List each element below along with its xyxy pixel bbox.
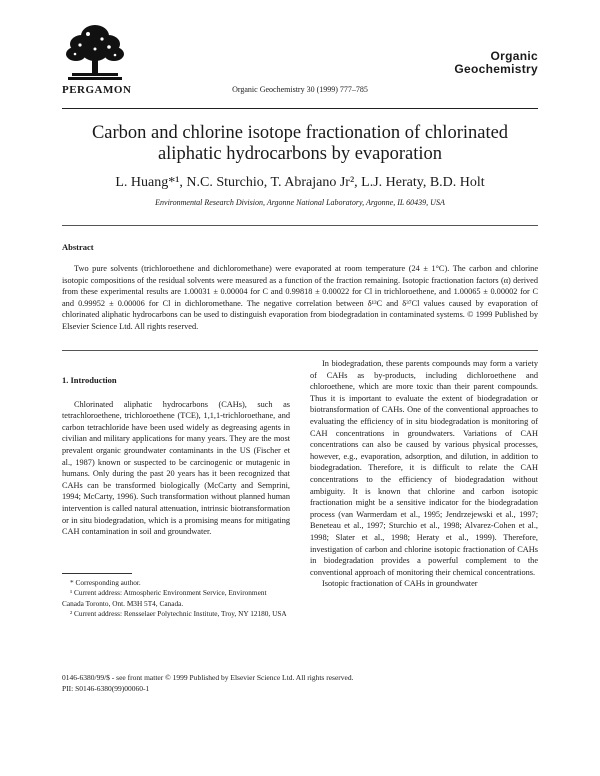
pergamon-tree-logo <box>62 20 128 82</box>
abstract-heading: Abstract <box>62 242 94 252</box>
footnote-2: ² Current address: Rensselaer Polytechnic Institute, Troy, NY 12180, USA <box>70 609 287 619</box>
abstract-text: Two pure solvents (trichloroethene and dichloromethane) were evaporated at room temperature (24 ± 1°C). The carbon and chlorine isotopic compositions of the residual solvents were measured as a function of the fraction remaining. Isotopic fractionation factors (α) derived from these experimental results are 1.00031 ± 0.00004 for C and 0.99818 ± 0.00022 for Cl in trichloroethene, and 1.00065 ± 0.00002 for C and 0.99952 ± 0.00006 for Cl in dichloromethane. The negative correlation between δ¹³C and δ³⁷Cl values caused by evaporation of chlorinated aliphatic hydrocarbons can be used to distinguish evaporation from biodegradation in contaminated systems. © 1999 Published by Elsevier Science Ltd. All rights reserved. <box>62 264 538 331</box>
footnote-corresponding: * Corresponding author. <box>70 578 141 587</box>
left-column <box>62 375 290 538</box>
section-heading: 1. Introduction <box>62 375 117 385</box>
abstract-bottom-rule <box>62 350 538 351</box>
header-rule <box>62 108 538 109</box>
journal-brand-line2: Geochemistry <box>454 62 538 76</box>
article-authors: L. Huang*¹, N.C. Sturchio, T. Abrajano Jr², L.J. Heraty, B.D. Holt <box>115 175 485 190</box>
footnotes <box>62 578 290 620</box>
article-title: Carbon and chlorine isotope fractionation of chlorinated aliphatic hydrocarbons by evaporation <box>91 123 509 164</box>
journal-brand-line1: Organic <box>490 49 538 63</box>
publisher-name: PERGAMON <box>62 84 132 96</box>
body-paragraph: Isotopic fractionation of CAHs in groundwater <box>322 579 478 589</box>
footnote-rule <box>62 573 132 574</box>
article-affiliation: Environmental Research Division, Argonne National Laboratory, Argonne, IL 60439, USA <box>155 198 445 207</box>
copyright-block <box>62 672 353 694</box>
right-column <box>310 358 538 590</box>
journal-brand <box>454 50 538 76</box>
body-paragraph: Chlorinated aliphatic hydrocarbons (CAHs), such as tetrachloroethene, trichloroethene (TCE), 1,1,1-trichloroethane, and carbon tetrachloride have been used widely as degreasing agents in civilian and military applications for many years. They are the most prevalent organic groundwater contaminants in the US (Fischer et al., 1987) known or suspected to be carcinogenic or mutagenic in humans. Only during the past 20 years has it been recognized that CAHs can be transformed biologically (McCarty and Semprini, 1994; McCarty, 1996). Such transformation without planned human intervention is called natural attenuation, intrinsic biotransformation or in situ biodegradation, which is a promising means for mitigating CAH contamination in soil and groundwater. <box>62 399 290 537</box>
issn-line: 0146-6380/99/$ - see front matter © 1999 Published by Elsevier Science Ltd. All rights reserved. <box>62 673 354 682</box>
body-paragraph: In biodegradation, these parents compounds may form a variety of CAHs as by-products, including dichloroethene and chloroethene, which are more toxic than their parent compounds. Thus it is important to evaluate the extent of biodegradation or biotransformation of CAHs. One of the conventional approaches to evaluating the efficiency of in situ biodegradation is monitoring of CAH concentrations in groundwaters. Variations of CAH concentrations can also be caused by various physical processes, however, e.g., evaporation, adsorption, and dilution, in addition to biodegradation. Therefore, it is difficult to relate the CAH concentrations to the efficiency of biodegradation without ambiguity. It is known that chlorine and carbon isotopic fractionation might be a sensitive indicator for the biodegradation process (van Warmerdam et al., 1995; Jendrzejewski et al., 1997; Beneteau et al., 1997; Sturchio et al., 1998; Alvarez-Cohen et al., 1998; Slater et al., 1998; Heraty et al., 1999). Therefore, investigation of carbon and chlorine isotopic fractionation of CAHs in biodegradation provides a powerful complement to the conventional approach of monitoring their chemical concentrations. <box>310 359 538 577</box>
journal-citation: Organic Geochemistry 30 (1999) 777–785 <box>232 85 368 94</box>
abstract-top-rule <box>62 225 538 226</box>
footnote-1: ¹ Current address: Atmospheric Environment Service, Environment Canada Toronto, Ont. M3H 5T4, Canada. <box>62 588 267 608</box>
pii-line: PII: S0146-6380(99)00060-1 <box>62 684 150 693</box>
